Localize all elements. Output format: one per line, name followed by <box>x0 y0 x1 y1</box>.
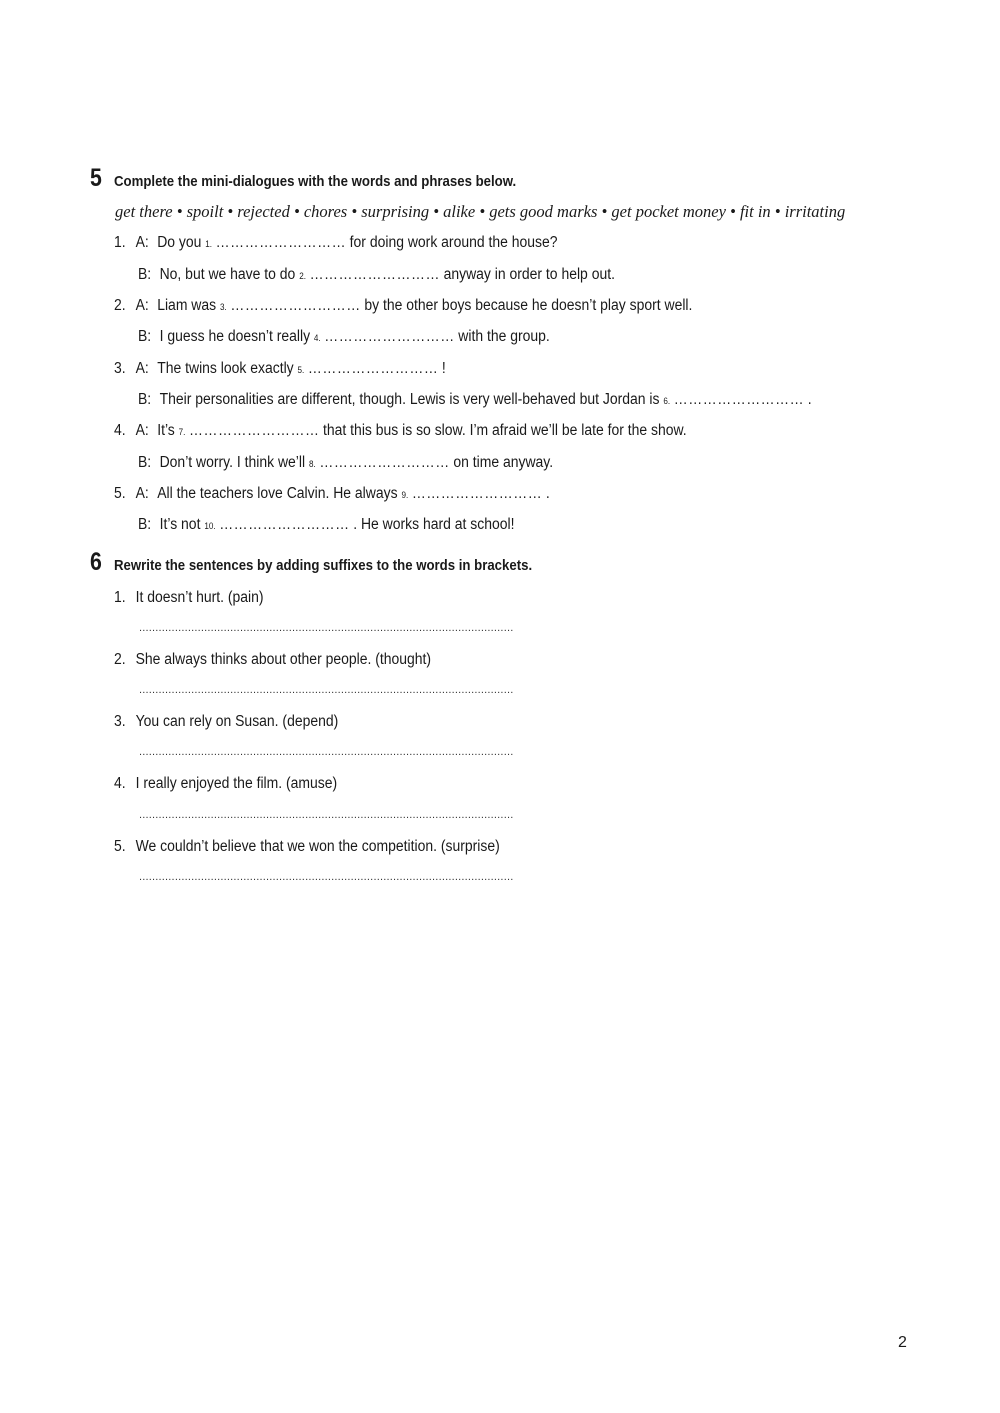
speaker-label: A: <box>135 234 149 251</box>
answer-line-1[interactable]: ................................................................................................................... <box>139 622 514 634</box>
item-number: 5. <box>114 485 126 502</box>
rewrite-sentence: We couldn’t believe that we won the competition. (surprise) <box>135 838 500 855</box>
gap-3-blank[interactable]: ……………………… <box>230 297 361 314</box>
section-6-heading <box>90 548 589 577</box>
speaker-label: A: <box>135 422 149 439</box>
page-number: 2 <box>898 1334 907 1351</box>
dialogue-2-line-a: 2. A: Liam was 3. ……………………… by the other boys because he doesn’t play sport well. <box>114 297 693 314</box>
dialogue-text: with the group. <box>458 328 550 345</box>
section-6-number: 6 <box>90 548 102 576</box>
answer-line-5[interactable]: ................................................................................................................... <box>139 871 514 883</box>
dialogue-text: Liam was <box>157 297 217 314</box>
gap-1-blank[interactable]: ……………………… <box>215 234 347 251</box>
item-number: 1. <box>114 589 126 606</box>
dialogue-5-line-b: B: It’s not 10. ……………………… . He works hard at school! <box>138 516 515 533</box>
gap-8-blank[interactable]: ……………………… <box>319 454 450 471</box>
dialogue-text: . He works hard at school! <box>353 516 515 533</box>
dialogue-text: It’s not <box>159 516 201 533</box>
speaker-label: B: <box>138 391 152 408</box>
item-number: 1. <box>114 234 126 251</box>
item-number: 2. <box>114 297 126 314</box>
dialogue-3-line-a: 3. A: The twins look exactly 5. ……………………… ! <box>114 360 446 377</box>
section-5-instruction: Complete the mini-dialogues with the words and phrases below. <box>114 173 517 190</box>
word-bank: get there • spoilt • rejected • chores • surprising • alike • gets good marks • get pocket money • fit in • irritating <box>115 202 846 221</box>
section-6-instruction: Rewrite the sentences by adding suffixes to the words in brackets. <box>114 557 533 574</box>
gap-5-blank[interactable]: ……………………… <box>307 360 439 377</box>
dialogue-text: that this bus is so slow. I’m afraid we’ll be late for the show. <box>323 422 687 439</box>
gap-10-blank[interactable]: ……………………… <box>219 516 350 533</box>
dialogue-text: ! <box>441 360 446 377</box>
dialogue-1-line-a: 1. A: Do you 1. ……………………… for doing work around the house? <box>114 234 558 251</box>
dialogue-text: The twins look exactly <box>157 360 294 377</box>
dialogue-4-line-b: B: Don’t worry. I think we’ll 8. ……………………… on time anyway. <box>138 454 554 471</box>
dialogue-text: I guess he doesn’t really <box>159 328 311 345</box>
gap-9-blank[interactable]: ……………………… <box>411 485 543 502</box>
speaker-label: B: <box>138 266 152 283</box>
gap-4-blank[interactable]: ……………………… <box>324 328 455 345</box>
rewrite-sentence: She always thinks about other people. (thought) <box>135 651 432 668</box>
section-5-number: 5 <box>90 164 102 192</box>
dialogue-text: Their personalities are different, though. Lewis is very well-behaved but Jordan is <box>159 391 660 408</box>
rewrite-sentence: I really enjoyed the film. (amuse) <box>135 775 338 792</box>
dialogue-text: anyway in order to help out. <box>443 266 615 283</box>
speaker-label: B: <box>138 328 152 345</box>
rewrite-item-3 <box>114 713 338 731</box>
dialogue-2-line-b: B: I guess he doesn’t really 4. ……………………… with the group. <box>138 328 550 345</box>
speaker-label: A: <box>135 297 149 314</box>
speaker-label: A: <box>135 360 149 377</box>
dialogue-text: All the teachers love Calvin. He always <box>157 485 398 502</box>
rewrite-item-2 <box>114 651 431 669</box>
item-number: 3. <box>114 360 126 377</box>
dialogue-text: . <box>807 391 812 408</box>
dialogue-text: on time anyway. <box>453 454 554 471</box>
rewrite-sentence: It doesn’t hurt. (pain) <box>135 589 264 606</box>
dialogue-4-line-a: 4. A: It’s 7. ……………………… that this bus is so slow. I’m afraid we’ll be late for the show. <box>114 422 687 439</box>
item-number: 5. <box>114 838 126 855</box>
dialogue-text: No, but we have to do <box>159 266 296 283</box>
dialogue-1-line-b: B: No, but we have to do 2. ……………………… anyway in order to help out. <box>138 266 615 283</box>
dialogue-text: It’s <box>157 422 175 439</box>
dialogue-3-line-b: B: Their personalities are different, though. Lewis is very well-behaved but Jordan is 6. ……………………… . <box>138 391 812 408</box>
rewrite-item-4 <box>114 775 337 793</box>
dialogue-text: by the other boys because he doesn’t play sport well. <box>364 297 693 314</box>
gap-6-blank[interactable]: ……………………… <box>673 391 805 408</box>
dialogue-text: for doing work around the house? <box>349 234 558 251</box>
dialogue-5-line-a: 5. A: All the teachers love Calvin. He always 9. ……………………… . <box>114 485 550 502</box>
item-number: 2. <box>114 651 126 668</box>
rewrite-item-1 <box>114 589 264 607</box>
answer-line-2[interactable]: ................................................................................................................... <box>139 684 514 696</box>
dialogue-text: Don’t worry. I think we’ll <box>159 454 306 471</box>
speaker-label: A: <box>135 485 149 502</box>
answer-line-4[interactable]: ................................................................................................................... <box>139 809 514 821</box>
item-number: 4. <box>114 422 126 439</box>
answer-line-3[interactable]: ................................................................................................................... <box>139 746 514 758</box>
speaker-label: B: <box>138 516 152 533</box>
dialogue-text: Do you <box>157 234 202 251</box>
item-number: 3. <box>114 713 126 730</box>
section-5-heading <box>90 164 571 193</box>
gap-7-blank[interactable]: ……………………… <box>189 422 320 439</box>
rewrite-item-5 <box>114 838 500 856</box>
speaker-label: B: <box>138 454 152 471</box>
dialogue-text: . <box>545 485 550 502</box>
rewrite-sentence: You can rely on Susan. (depend) <box>135 713 339 730</box>
item-number: 4. <box>114 775 126 792</box>
gap-2-blank[interactable]: ……………………… <box>309 266 440 283</box>
